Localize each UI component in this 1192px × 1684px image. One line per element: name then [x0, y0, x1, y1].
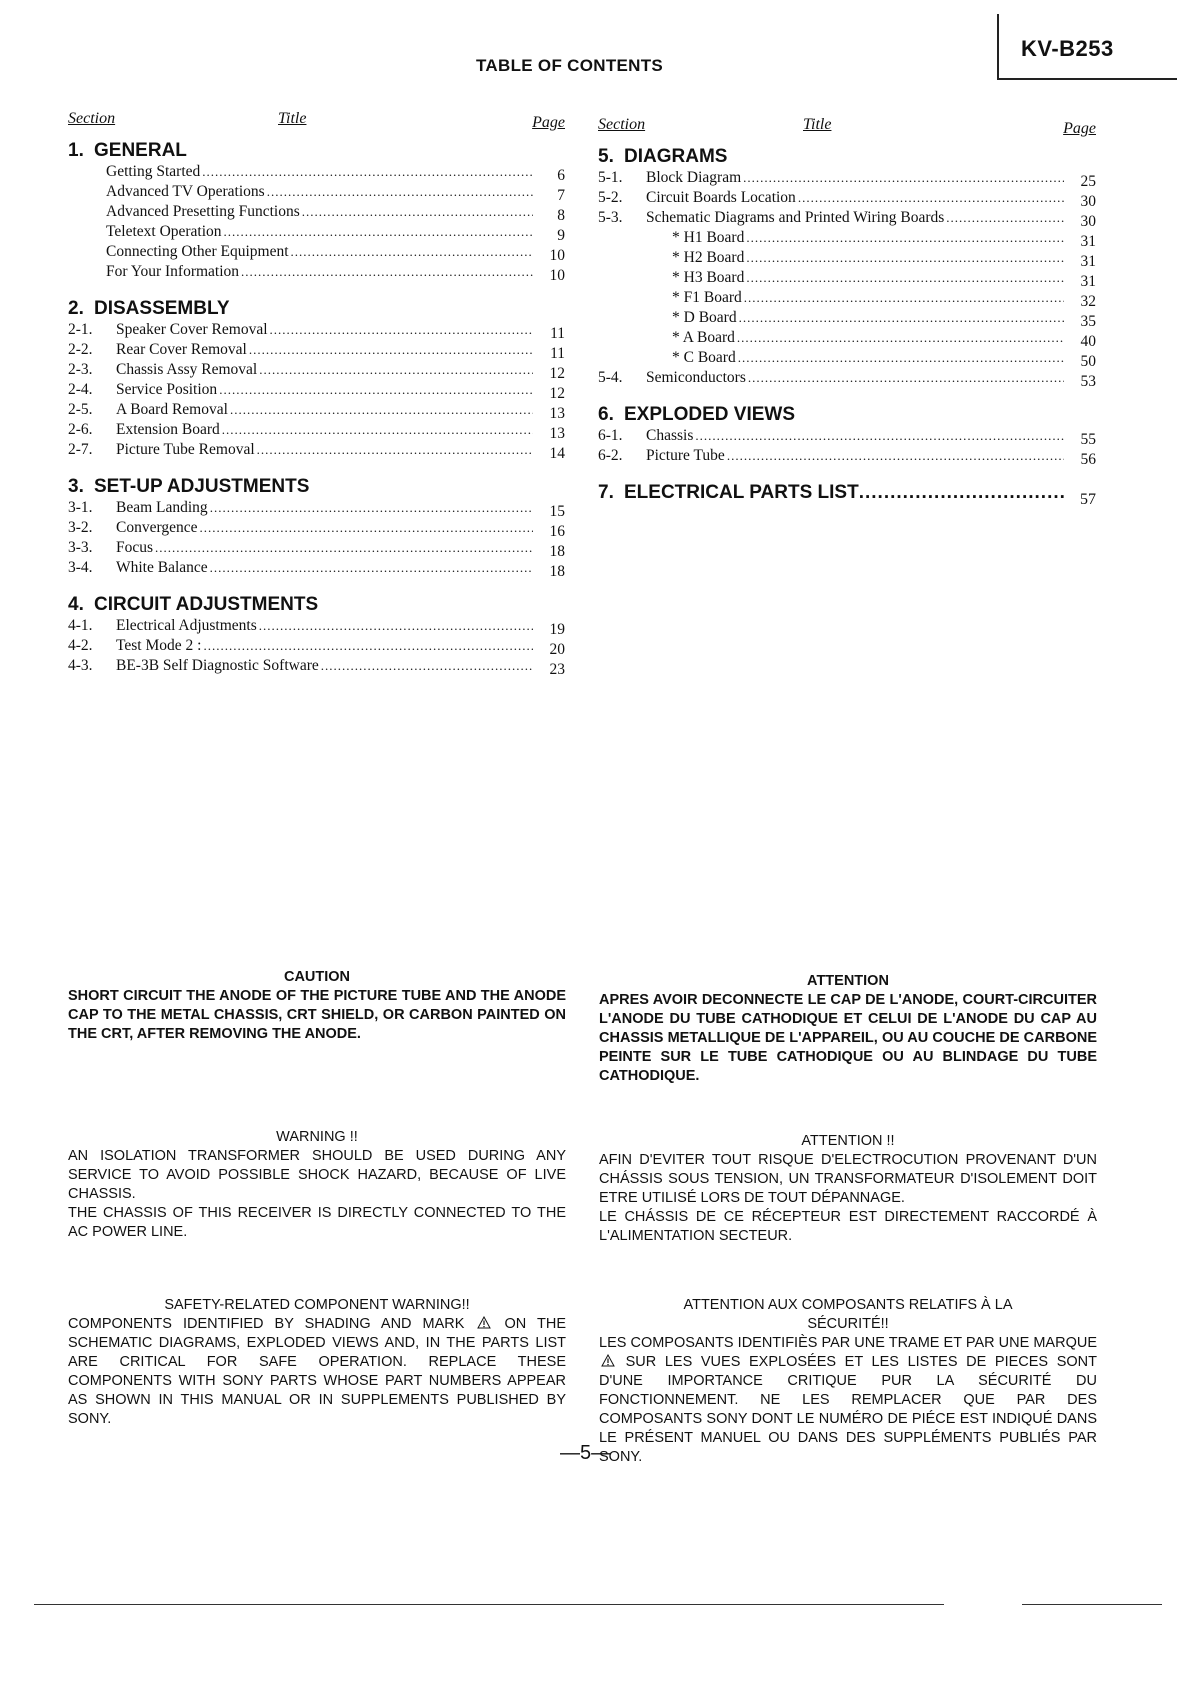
caution-notice: [68, 968, 566, 1044]
safety-fr-title: ATTENTION AUX COMPOSANTS RELATIFS À LA SÉCURITÉ!!: [683, 1297, 1013, 1332]
leader-dots: [155, 538, 533, 558]
leader-dots: [727, 446, 1064, 466]
leader-dots: [200, 518, 534, 538]
toc-item[interactable]: [598, 308, 1096, 328]
toc-item-code: 4-1.: [68, 617, 93, 634]
safety-title: SAFETY-RELATED COMPONENT WARNING!!: [164, 1297, 470, 1313]
toc-item-code: 5-1.: [598, 169, 623, 186]
leader-dots: [321, 656, 533, 676]
toc-item-page: 6: [557, 167, 565, 184]
footer-rule-right: [1022, 1604, 1162, 1605]
toc-item[interactable]: [68, 340, 565, 360]
toc-item-title: * F1 Board: [672, 289, 742, 306]
toc-item-code: 2-2.: [68, 341, 93, 358]
toc-item-code: 2-1.: [68, 321, 93, 338]
toc-item-page: 56: [1080, 451, 1096, 468]
toc-item-title: A Board Removal: [116, 401, 228, 418]
safety-body-end: ON THE SCHEMATIC DIAGRAMS, EXPLODED VIEWS AND, IN THE PARTS LIST ARE CRITICAL FOR SAFE OPERATION. REPLACE THESE COMPONENTS WITH SONY PARTS WHOSE PART NUMBERS APPEAR AS SHOWN IN THIS MANUAL OR IN SUPPLEMENTS PUBLISHED BY SONY.: [68, 1316, 567, 1427]
section-heading: [68, 298, 565, 320]
toc-item-code: 5-3.: [598, 209, 623, 226]
leader-dots: [203, 636, 533, 656]
toc-item-code: 2-7.: [68, 441, 93, 458]
safety-fr-body-start: LES COMPOSANTS IDENTIFIÈS PAR UNE TRAME ET PAR UNE MARQUE: [599, 1335, 1097, 1351]
toc-item[interactable]: [68, 242, 565, 262]
safety-body-start: COMPONENTS IDENTIFIED BY SHADING AND MARK: [68, 1316, 465, 1332]
column-header: [68, 110, 565, 136]
leader-dots: [798, 188, 1064, 208]
section-heading: [598, 404, 1096, 426]
toc-title: TABLE OF CONTENTS: [476, 56, 664, 75]
leader-dots: [249, 340, 533, 360]
toc-item-title: Advanced Presetting Functions: [106, 203, 300, 220]
toc-item[interactable]: [68, 558, 565, 578]
attention-notice-2-fr: [599, 1132, 1097, 1246]
section-heading: [68, 594, 565, 616]
toc-right-sections: [598, 146, 1096, 508]
safety-notice: [68, 1296, 566, 1429]
toc-item-code: 2-5.: [68, 401, 93, 418]
warning-body-2: THE CHASSIS OF THIS RECEIVER IS DIRECTLY CONNECTED TO THE AC POWER LINE.: [68, 1205, 566, 1240]
toc-item-title: * D Board: [672, 309, 737, 326]
leader-dots: [695, 426, 1064, 446]
toc-item-title: Circuit Boards Location: [646, 189, 796, 206]
toc-item-code: 5-4.: [598, 369, 623, 386]
toc-item-page: 7: [557, 187, 565, 204]
toc-item-page: 10: [549, 247, 565, 264]
section-title: DISASSEMBLY: [94, 298, 230, 319]
footer-rule: [34, 1604, 944, 1605]
leader-dots: [270, 320, 533, 340]
toc-item-code: 2-6.: [68, 421, 93, 438]
toc-item-code: 5-2.: [598, 189, 623, 206]
toc-item-page: 11: [550, 345, 565, 362]
toc-item[interactable]: [598, 248, 1096, 268]
toc-item-page: 50: [1080, 353, 1096, 370]
column-header-section: Section: [598, 116, 646, 133]
section-number: 6.: [598, 404, 614, 425]
leader-dots: [746, 268, 1064, 288]
toc-item[interactable]: [598, 368, 1096, 388]
toc-item-page: 14: [549, 445, 565, 462]
model-number: KV-B253: [1021, 36, 1114, 61]
leader-dots: [259, 616, 533, 636]
leader-dots: [946, 208, 1064, 228]
toc-item-page: 11: [550, 325, 565, 342]
leader-dots: [748, 368, 1064, 388]
toc-item-page: 30: [1080, 193, 1096, 210]
toc-item-page: 13: [549, 425, 565, 442]
toc-item-page: 10: [549, 267, 565, 284]
toc-item-code: 2-3.: [68, 361, 93, 378]
attention-2-title: ATTENTION !!: [801, 1133, 895, 1149]
toc-item-page: 18: [549, 543, 565, 560]
caution-body: SHORT CIRCUIT THE ANODE OF THE PICTURE TUBE AND THE ANODE CAP TO THE METAL CHASSIS, CRT SHIELD, OR CARBON PAINTED ON THE CRT, AFTER REMOVING THE ANODE.: [68, 988, 566, 1042]
section-number: 4.: [68, 594, 84, 615]
toc-item-list: [68, 616, 565, 676]
section-number: 3.: [68, 476, 84, 497]
leader-dots: [746, 228, 1064, 248]
toc-item[interactable]: [68, 380, 565, 400]
column-header-title: Title: [803, 116, 832, 133]
toc-item-page: 25: [1080, 173, 1096, 190]
leader-dots: [210, 558, 533, 578]
column-header-page: Page: [532, 114, 565, 131]
column-header: [598, 116, 1096, 142]
toc-item[interactable]: [598, 348, 1096, 368]
toc-item[interactable]: [68, 320, 565, 340]
safety-body: [68, 1315, 566, 1429]
toc-item-code: 3-2.: [68, 519, 93, 536]
toc-item[interactable]: [68, 656, 565, 676]
warning-body: AN ISOLATION TRANSFORMER SHOULD BE USED DURING ANY SERVICE TO AVOID POSSIBLE SHOCK HAZARD, BECAUSE OF LIVE CHASSIS.: [68, 1148, 566, 1202]
toc-item-title: White Balance: [116, 559, 208, 576]
section-title: CIRCUIT ADJUSTMENTS: [94, 594, 319, 615]
toc-item[interactable]: [68, 222, 565, 242]
toc-item-title: Test Mode 2 :: [116, 637, 202, 654]
toc-item[interactable]: [68, 616, 565, 636]
toc-item-page: 35: [1080, 313, 1096, 330]
toc-item-title: * H2 Board: [672, 249, 745, 266]
toc-item-code: 3-1.: [68, 499, 93, 516]
warning-title: WARNING !!: [276, 1129, 358, 1145]
toc-item[interactable]: [598, 446, 1096, 466]
warning-triangle-icon: [477, 1316, 491, 1329]
toc-item-page: 23: [549, 661, 565, 678]
toc-item-list: [598, 426, 1096, 466]
column-header-section: Section: [68, 110, 116, 127]
toc-item-code: 6-2.: [598, 447, 623, 464]
leader-dots: [230, 400, 533, 420]
attention-2-body-2: LE CHÁSSIS DE CE RÉCEPTEUR EST DIRECTEMENT RACCORDÉ À L'ALIMENTATION SECTEUR.: [599, 1209, 1097, 1244]
toc-item-title: Getting Started: [106, 163, 201, 180]
section-heading: [68, 476, 565, 498]
leader-dots: [744, 288, 1064, 308]
section-title: EXPLODED VIEWS: [624, 404, 796, 425]
leader-dots: [202, 162, 533, 182]
toc-item-page: 18: [549, 563, 565, 580]
leader-dots: [859, 482, 1064, 504]
leader-dots: [739, 308, 1064, 328]
section-title: DIAGRAMS: [624, 146, 728, 167]
toc-item[interactable]: [68, 360, 565, 380]
section-title: ELECTRICAL PARTS LIST: [624, 482, 859, 503]
warning-triangle-icon: [601, 1354, 615, 1367]
toc-item-title: Convergence: [116, 519, 198, 536]
toc-item-list: [68, 162, 565, 282]
toc-item-page: 31: [1080, 273, 1096, 290]
column-header-page: Page: [1063, 120, 1096, 137]
section-number: 5.: [598, 146, 614, 167]
toc-item-title: BE-3B Self Diagnostic Software: [116, 657, 319, 674]
leader-dots: [291, 242, 533, 262]
toc-left-sections: [68, 140, 565, 676]
toc-item-title: Chassis Assy Removal: [116, 361, 258, 378]
caution-title: CAUTION: [283, 969, 351, 985]
toc-item-page: 20: [549, 641, 565, 658]
toc-item[interactable]: [68, 420, 565, 440]
safety-notice-fr: [599, 1296, 1097, 1467]
section-page: 57: [1080, 491, 1096, 508]
attention-2-body: AFIN D'EVITER TOUT RISQUE D'ELECTROCUTION PROVENANT D'UN CHÁSSIS SOUS TENSION, UN TRANSFORMATEUR D'ISOLEMENT DOIT ETRE UTILISÉ LORS DE TOUT DÉPANNAGE.: [599, 1152, 1097, 1206]
model-box: [997, 14, 1177, 80]
leader-dots: [737, 328, 1064, 348]
toc-item-title: Advanced TV Operations: [106, 183, 265, 200]
toc-item-page: 8: [557, 207, 565, 224]
toc-item-page: 12: [549, 385, 565, 402]
safety-fr-body: [599, 1334, 1097, 1467]
leader-dots: [259, 360, 533, 380]
toc-item-title: Teletext Operation: [106, 223, 222, 240]
toc-item-title: Rear Cover Removal: [116, 341, 247, 358]
toc-item-page: 53: [1080, 373, 1096, 390]
toc-item-list: [68, 498, 565, 578]
section-number: 1.: [68, 140, 84, 161]
toc-item[interactable]: [68, 518, 565, 538]
toc-item[interactable]: [68, 262, 565, 282]
toc-item-page: 12: [549, 365, 565, 382]
section-number: 2.: [68, 298, 84, 319]
leader-dots: [241, 262, 533, 282]
toc-item[interactable]: [68, 498, 565, 518]
toc-item[interactable]: [598, 328, 1096, 348]
toc-item-title: Connecting Other Equipment: [106, 243, 289, 260]
toc-item-title: Picture Tube Removal: [116, 441, 255, 458]
toc-item-title: Schematic Diagrams and Printed Wiring Boards: [646, 209, 945, 226]
toc-item-title: Electrical Adjustments: [116, 617, 257, 634]
toc-item-title: * C Board: [672, 349, 736, 366]
toc-item[interactable]: [598, 426, 1096, 446]
toc-item-list: [598, 168, 1096, 388]
toc-item-code: 4-2.: [68, 637, 93, 654]
toc-left-column: [68, 110, 565, 676]
toc-item-title: * A Board: [672, 329, 735, 346]
leader-dots: [257, 440, 533, 460]
toc-item-title: * H1 Board: [672, 229, 745, 246]
toc-item[interactable]: [598, 228, 1096, 248]
toc-item[interactable]: [598, 288, 1096, 308]
attention-body: APRES AVOIR DECONNECTE LE CAP DE L'ANODE, COURT-CIRCUITER L'ANODE DU TUBE CATHODIQUE ET CELUI DE L'ANODE DU CAP AU CHASSIS METALLIQUE DE L'APPAREIL, OU AU COUCHE DE CARBONE PEINTE SUR LE TUBE CATHODIQUE OU AU BLINDAGE DU TUBE CATHODIQUE.: [599, 992, 1097, 1084]
toc-item-code: 2-4.: [68, 381, 93, 398]
leader-dots: [738, 348, 1064, 368]
toc-item-title: Picture Tube: [646, 447, 725, 464]
leader-dots: [222, 420, 533, 440]
toc-item-title: * H3 Board: [672, 269, 745, 286]
toc-item[interactable]: [598, 168, 1096, 188]
leader-dots: [302, 202, 533, 222]
toc-item-title: Focus: [116, 539, 154, 556]
toc-item[interactable]: [68, 202, 565, 222]
section-title: SET-UP ADJUSTMENTS: [94, 476, 310, 497]
toc-item-page: 9: [557, 227, 565, 244]
toc-item-title: Beam Landing: [116, 499, 208, 516]
leader-dots: [224, 222, 533, 242]
leader-dots: [267, 182, 533, 202]
toc-item[interactable]: [68, 162, 565, 182]
toc-item-title: Service Position: [116, 381, 218, 398]
toc-item[interactable]: [68, 636, 565, 656]
section-title: GENERAL: [94, 140, 187, 161]
toc-item[interactable]: [598, 208, 1096, 228]
toc-item-title: Speaker Cover Removal: [116, 321, 268, 338]
page-number: —5—: [560, 1442, 612, 1464]
section-heading: [598, 146, 1096, 168]
toc-item-code: 6-1.: [598, 427, 623, 444]
section-heading: [68, 140, 565, 162]
toc-right-column: [598, 116, 1096, 508]
toc-item-title: Semiconductors: [646, 369, 746, 386]
toc-item-page: 19: [549, 621, 565, 638]
toc-item-page: 55: [1080, 431, 1096, 448]
toc-item-page: 15: [549, 503, 565, 520]
attention-notice-fr: [599, 972, 1097, 1086]
leader-dots: [219, 380, 533, 400]
attention-title: ATTENTION: [807, 973, 889, 989]
toc-item-title: Chassis: [646, 427, 694, 444]
leader-dots: [743, 168, 1064, 188]
toc-item-page: 30: [1080, 213, 1096, 230]
toc-item-page: 40: [1080, 333, 1096, 350]
toc-item-title: Block Diagram: [646, 169, 742, 186]
toc-item[interactable]: [68, 538, 565, 558]
toc-item-page: 31: [1080, 253, 1096, 270]
toc-item-title: Extension Board: [116, 421, 220, 438]
toc-item-code: 4-3.: [68, 657, 93, 674]
toc-item[interactable]: [68, 440, 565, 460]
column-header-title: Title: [278, 110, 307, 127]
toc-item-code: 3-3.: [68, 539, 93, 556]
toc-item-title: For Your Information: [106, 263, 240, 280]
toc-item[interactable]: [68, 400, 565, 420]
toc-item[interactable]: [68, 182, 565, 202]
toc-item[interactable]: [598, 268, 1096, 288]
section-number: 7.: [598, 482, 614, 503]
toc-item[interactable]: [598, 188, 1096, 208]
warning-notice: [68, 1128, 566, 1242]
toc-item-list: [68, 320, 565, 460]
safety-fr-body-end: SUR LES VUES EXPLOSÉES ET LES LISTES DE PIECES SONT D'UNE IMPORTANCE CRITIQUE PUR LA SÉCURITÉ DU FONCTIONNEMENT. NE LES REMPLACER QUE PAR DES COMPOSANTS SONY DONT LE NUMÉRO DE PIÉCE EST INDIQUÉ DANS LE PRÉSENT MANUEL OU DANS DES SUPPLÉMENTS PUBLIÉS PAR SONY.: [599, 1354, 1097, 1465]
leader-dots: [746, 248, 1064, 268]
leader-dots: [210, 498, 533, 518]
toc-item-page: 16: [549, 523, 565, 540]
toc-item-page: 13: [549, 405, 565, 422]
toc-item-page: 32: [1080, 293, 1096, 310]
toc-item-code: 3-4.: [68, 559, 93, 576]
toc-item-page: 31: [1080, 233, 1096, 250]
section-heading: [598, 482, 1096, 508]
